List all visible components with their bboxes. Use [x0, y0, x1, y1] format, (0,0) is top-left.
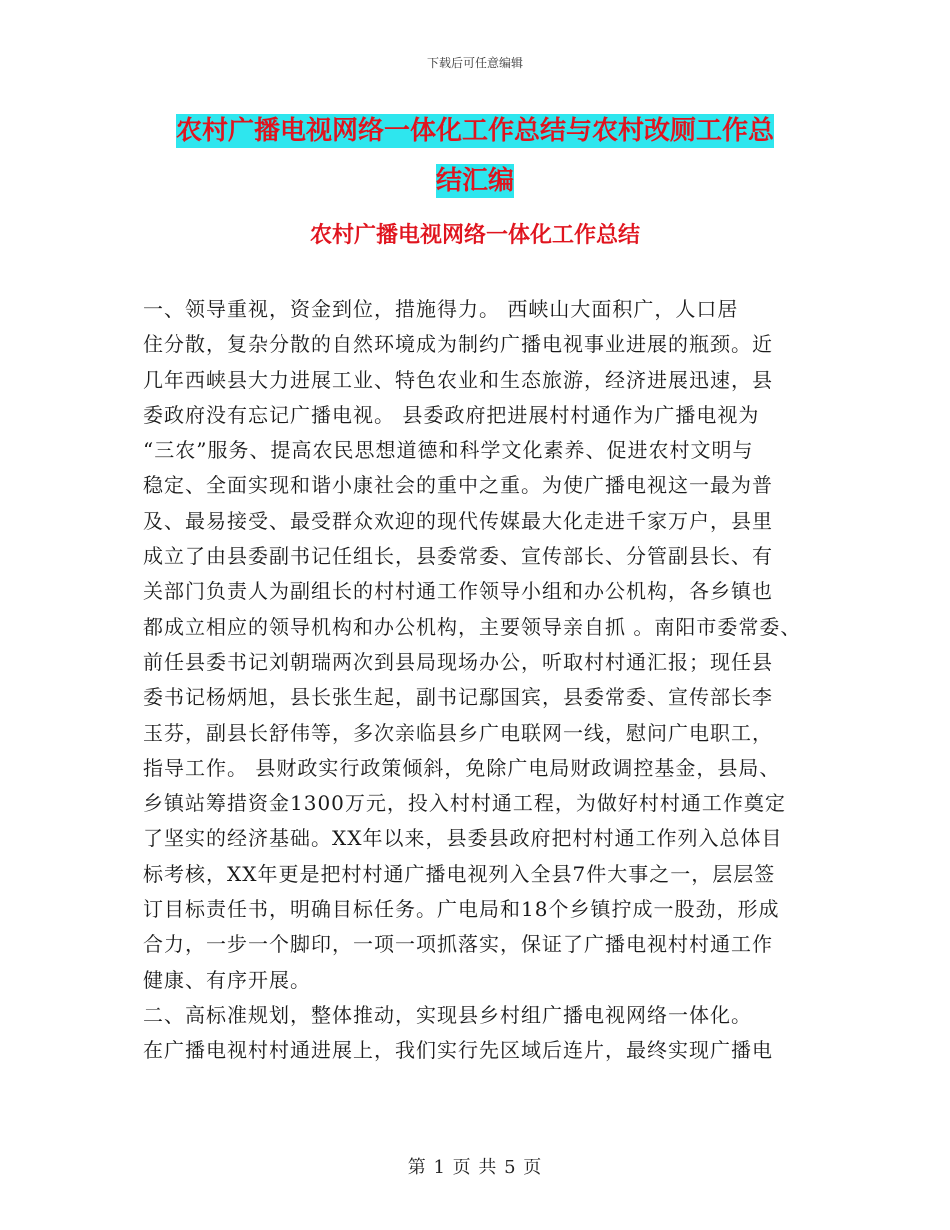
body-line: 几年西峡县大力进展工业、特色农业和生态旅游，经济进展迅速，县 [143, 367, 773, 392]
body-text [143, 292, 813, 1069]
body-line: 住分散，复杂分散的自然环境成为制约广播电视事业进展的瓶颈。近 [143, 332, 773, 357]
body-line: 关部门负责人为副组长的村村通工作领导小组和办公机构，各乡镇也 [143, 579, 773, 604]
body-line: 前任县委书记刘朝瑞两次到县局现场办公，听取村村通汇报；现任县 [143, 649, 773, 674]
body-line: 委政府没有忘记广播电视。 县委政府把进展村村通作为广播电视为 [143, 402, 760, 427]
section-title: 农村广播电视网络一体化工作总结 [309, 222, 640, 248]
header-note: 下载后可任意编辑 [426, 56, 523, 70]
body-line: 指导工作。 县财政实行政策倾斜，免除广电局财政调控基金，县局、 [143, 755, 781, 780]
page-footer: 第 1 页 共 5 页 [407, 1157, 543, 1178]
body-line: 订目标责任书，明确目标任务。广电局和18个乡镇拧成一股劲，形成 [143, 897, 780, 922]
document-title-line2: 结汇编 [435, 166, 514, 196]
body-line: 都成立相应的领导机构和办公机构，主要领导亲自抓 。南阳市委常委、 [143, 614, 802, 639]
document-title-line1: 农村广播电视网络一体化工作总结与农村改厕工作总 [175, 116, 774, 146]
document-title [140, 106, 810, 206]
body-line: “三农”服务、提高农民思想道德和科学文化素养、促进农村文明与 [143, 438, 754, 463]
body-line: 在广播电视村村通进展上，我们实行先区域后连片，最终实现广播电 [143, 1038, 773, 1063]
body-line: 了坚实的经济基础。XX年以来，县委县政府把村村通工作列入总体目 [143, 826, 783, 851]
body-line: 二、高标准规划，整体推动，实现县乡村组广播电视网络一体化。 [143, 1002, 752, 1027]
body-line: 一、领导重视，资金到位，措施得力。 西峡山大面积广，人口居 [143, 297, 739, 321]
body-line: 委书记杨炳旭，县长张生起，副书记鄢国宾，县委常委、宣传部长李 [143, 685, 773, 710]
body-line: 健康、有序开展。 [143, 967, 311, 992]
body-line: 稳定、全面实现和谐小康社会的重中之重。为使广播电视这一最为普 [143, 473, 773, 498]
body-line: 合力，一步一个脚印，一项一项抓落实，保证了广播电视村村通工作 [143, 932, 773, 957]
body-line: 标考核，XX年更是把村村通广播电视列入全县7件大事之一，层层签 [143, 861, 776, 886]
body-line: 及、最易接受、最受群众欢迎的现代传媒最大化走进千家万户，县里 [143, 508, 773, 533]
body-line: 乡镇站筹措资金1300万元，投入村村通工程，为做好村村通工作奠定 [143, 791, 786, 816]
body-line: 玉芬，副县长舒伟等，多次亲临县乡广电联网一线，慰问广电职工， [143, 720, 773, 745]
body-line: 成立了由县委副书记任组长，县委常委、宣传部长、分管副县长、有 [143, 544, 773, 569]
